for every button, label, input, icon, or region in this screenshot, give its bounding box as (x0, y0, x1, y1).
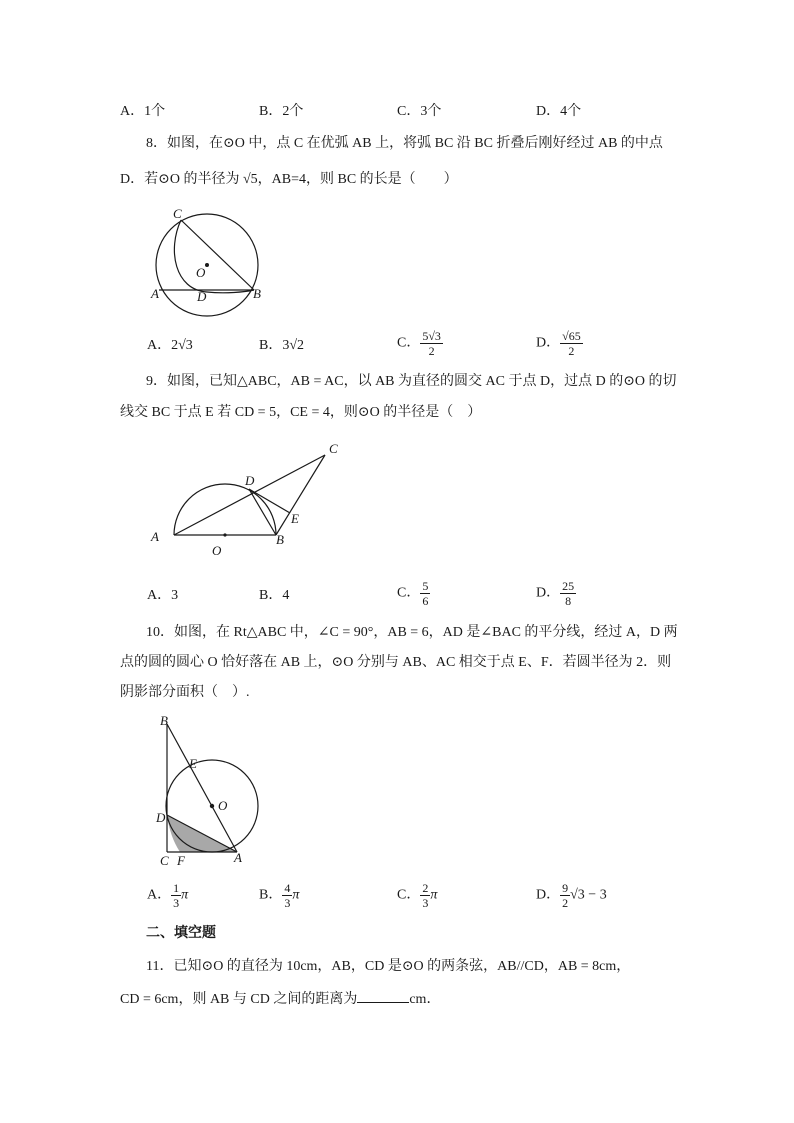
q8-option-c-fraction (420, 329, 443, 358)
section-2-heading: 二、填空题 (146, 926, 216, 941)
q8-option-a-value: 2√3 (171, 338, 193, 353)
q9-option-a-value: 3 (171, 588, 179, 603)
q10-option-c (397, 881, 437, 910)
q8-option-c (397, 329, 443, 358)
q11-text-after-blank: cm． (409, 992, 441, 1007)
q10-option-d (536, 881, 607, 910)
q9-option-c (397, 579, 430, 608)
q8-text-line2: D．若⊙O 的半径为 √5，AB=4，则 BC 的长是（ ） (120, 172, 458, 187)
q10-label-e: E (189, 756, 197, 771)
q10-option-b (259, 881, 299, 910)
q10-option-a-label: A． (147, 887, 172, 903)
q8-label-b: B (253, 286, 261, 301)
q8-text-line1: 8．如图，在⊙O 中，点 C 在优弧 AB 上，将弧 BC 沿 BC 折叠后刚好经过 AB 的中点 (146, 136, 663, 151)
q8-option-c-numerator: 5√3 (422, 329, 441, 343)
q10-option-d-label: D． (536, 887, 561, 903)
q9-label-o: O (212, 543, 222, 558)
q8-figure (145, 200, 270, 330)
q8-option-d-fraction (560, 329, 583, 358)
q9-option-d-fraction (560, 579, 576, 608)
q9-option-c-label: C． (397, 585, 421, 601)
q9-option-c-denominator: 6 (422, 594, 429, 608)
q8-option-b (259, 336, 304, 356)
q7-option-b: B．2个 (259, 104, 304, 119)
q10-option-b-suffix: π (292, 887, 300, 903)
q9-option-b-label: B． (259, 588, 283, 603)
q9-option-c-fraction (420, 579, 430, 608)
q11-text-line2 (120, 988, 440, 1010)
q10-label-c: C (160, 853, 169, 868)
q9-option-d (536, 579, 576, 608)
q9-side-ac (174, 455, 325, 535)
q10-option-b-fraction (282, 881, 292, 910)
q10-option-c-label: C． (397, 887, 421, 903)
q10-option-d-suffix: √3 − 3 (570, 887, 607, 903)
q10-label-b: B (160, 713, 168, 728)
q10-option-a (147, 881, 188, 910)
q9-option-d-numerator: 25 (562, 579, 575, 593)
q9-label-a: A (151, 529, 159, 544)
q9-label-e: E (291, 511, 299, 526)
q10-option-d-numerator: 9 (562, 881, 569, 895)
q9-option-a-label: A． (147, 588, 172, 603)
q9-label-c: C (329, 441, 338, 456)
q11-text-line1: 11．已知⊙O 的直径为 10cm，AB，CD 是⊙O 的两条弦，AB//CD，AB = 8cm， (146, 959, 631, 974)
q10-option-c-numerator: 2 (422, 881, 429, 895)
q9-figure (145, 435, 355, 565)
q11-answer-blank[interactable] (357, 988, 409, 1003)
q9-option-d-denominator: 8 (565, 594, 572, 608)
q8-label-a: A (151, 286, 159, 301)
q9-segment-db (249, 489, 276, 535)
q11-text-before-blank: CD = 6cm，则 AB 与 CD 之间的距离为 (120, 992, 358, 1007)
q10-figure (150, 712, 270, 872)
q9-text-line1: 9．如图，已知△ABC，AB = AC，以 AB 为直径的圆交 AC 于点 D，过点 D 的⊙O 的切 (146, 374, 677, 389)
q10-label-o: O (218, 798, 228, 813)
q8-option-b-value: 3√2 (282, 338, 305, 353)
q7-option-c: C．3个 (397, 104, 442, 119)
q8-option-a-label: A． (147, 338, 172, 353)
q9-label-b: B (276, 532, 284, 547)
q9-text-line2: 线交 BC 于点 E 若 CD = 5，CE = 4，则⊙O 的半径是（ ） (120, 405, 482, 420)
q7-option-a: A．1个 (120, 104, 166, 119)
q9-option-b-value: 4 (282, 588, 290, 603)
q10-option-d-denominator: 2 (562, 896, 569, 910)
q10-option-a-numerator: 1 (173, 881, 180, 895)
q8-option-d-denominator: 2 (568, 344, 575, 358)
q10-text-line2: 点的圆的圆心 O 恰好落在 AB 上，⊙O 分别与 AB、AC 相交于点 E、F．若圆半径为 2．则 (120, 655, 672, 670)
q9-label-d: D (245, 473, 255, 488)
q9-option-c-numerator: 5 (422, 579, 429, 593)
q10-text-line3: 阴影部分面积（ ）. (120, 685, 250, 700)
q10-option-a-fraction (171, 881, 181, 910)
q8-option-a (147, 336, 193, 356)
q7-option-d: D．4个 (536, 104, 582, 119)
q10-option-b-numerator: 4 (284, 881, 291, 895)
q10-text-line1: 10．如图，在 Rt△ABC 中，∠C = 90°，AB = 6，AD 是∠BAC 的平分线，经过 A，D 两 (146, 625, 678, 640)
q10-option-c-fraction (420, 881, 430, 910)
q8-label-d: D (197, 289, 207, 304)
q10-center-dot (210, 804, 214, 808)
q10-option-b-label: B． (259, 887, 283, 903)
q10-option-c-denominator: 3 (422, 896, 429, 910)
q9-center-dot (223, 533, 226, 536)
q10-option-a-suffix: π (181, 887, 189, 903)
q8-chord-bc (181, 220, 254, 290)
q10-option-b-denominator: 3 (284, 896, 291, 910)
q10-label-d: D (156, 810, 166, 825)
q8-option-b-label: B． (259, 338, 283, 353)
q9-side-bc (276, 455, 325, 535)
q10-label-f: F (177, 853, 185, 868)
q8-center-dot (205, 263, 209, 267)
q8-option-c-denominator: 2 (428, 344, 435, 358)
q9-option-a (147, 586, 178, 606)
q10-label-a: A (234, 850, 242, 865)
q8-option-d-numerator: √65 (562, 329, 581, 343)
q9-option-b (259, 586, 289, 606)
q10-option-a-denominator: 3 (173, 896, 180, 910)
q8-option-c-label: C． (397, 335, 421, 351)
q8-label-o: O (196, 265, 206, 280)
q8-label-c: C (173, 206, 182, 221)
q8-option-d (536, 329, 583, 358)
q10-option-d-fraction (560, 881, 570, 910)
q9-option-d-label: D． (536, 585, 561, 601)
q8-folded-arc (174, 220, 254, 293)
q10-option-c-suffix: π (430, 887, 438, 903)
q8-option-d-label: D． (536, 335, 561, 351)
